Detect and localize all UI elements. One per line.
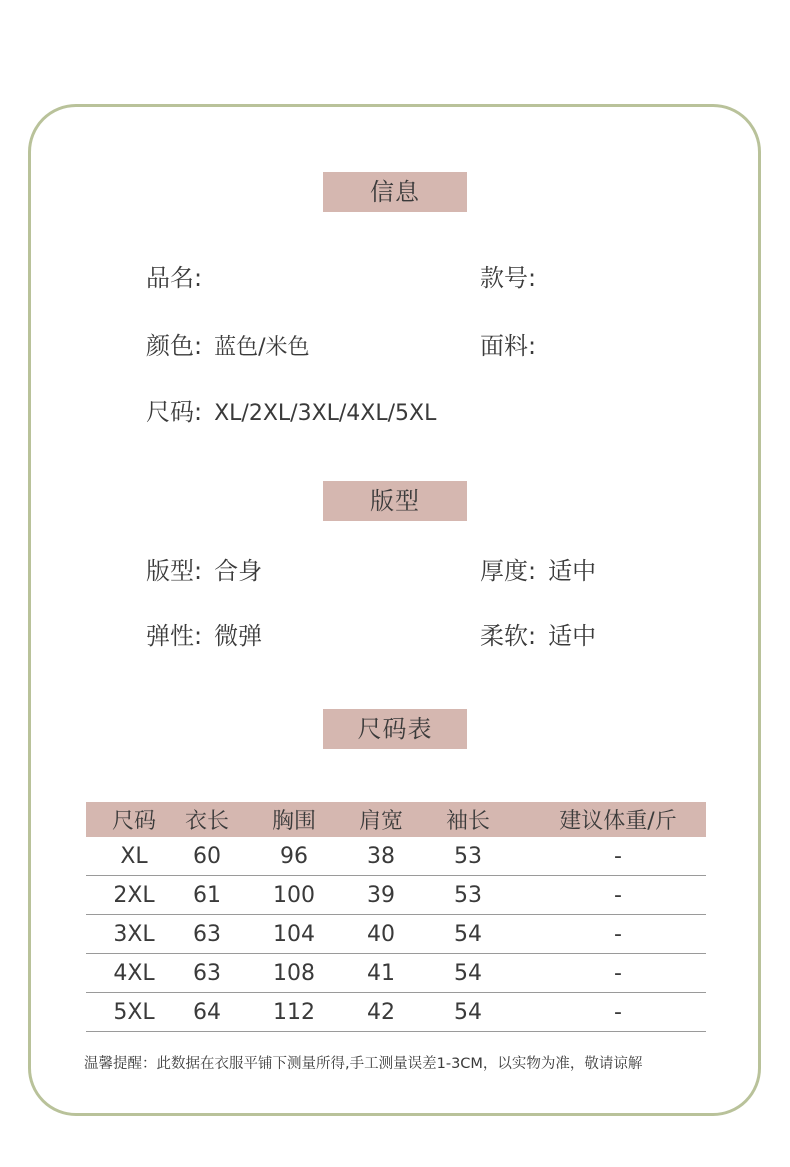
fabric-label: 面料: <box>480 332 537 360</box>
table-row <box>86 954 706 993</box>
cell-length: 63 <box>182 915 232 954</box>
table-row <box>86 993 706 1032</box>
product-name-field <box>146 258 214 293</box>
cell-weight: - <box>530 837 706 876</box>
cell-size: 2XL <box>86 876 182 915</box>
cell-weight: - <box>530 915 706 954</box>
header-chest: 胸围 <box>232 802 356 837</box>
elasticity-label: 弹性: <box>146 622 203 650</box>
cell-sleeve: 54 <box>406 954 530 993</box>
cell-chest: 96 <box>232 837 356 876</box>
cell-weight: - <box>530 954 706 993</box>
cell-sleeve: 53 <box>406 837 530 876</box>
cell-weight: - <box>530 993 706 1032</box>
size-table <box>86 802 706 1032</box>
cell-shoulder: 40 <box>356 915 406 954</box>
header-size: 尺码 <box>86 802 182 837</box>
elasticity-field <box>146 616 262 651</box>
table-row <box>86 876 706 915</box>
softness-label: 柔软: <box>480 622 537 650</box>
size-table-header-row <box>86 802 706 837</box>
header-weight: 建议体重/斤 <box>530 802 706 837</box>
elasticity-value: 微弹 <box>214 622 263 650</box>
cell-shoulder: 38 <box>356 837 406 876</box>
cell-size: 4XL <box>86 954 182 993</box>
info-section-title: 信息 <box>323 172 467 212</box>
softness-field <box>480 616 596 651</box>
fabric-field <box>480 326 548 361</box>
table-row <box>86 837 706 876</box>
thickness-value: 适中 <box>548 557 597 585</box>
product-name-label: 品名: <box>146 264 203 292</box>
fit-label: 版型: <box>146 557 203 585</box>
size-field <box>146 392 436 427</box>
size-label: 尺码: <box>146 398 203 426</box>
thickness-field <box>480 551 596 586</box>
header-length: 衣长 <box>182 802 232 837</box>
cell-length: 61 <box>182 876 232 915</box>
cell-weight: - <box>530 876 706 915</box>
cell-length: 60 <box>182 837 232 876</box>
fit-value: 合身 <box>214 557 263 585</box>
fit-field <box>146 551 262 586</box>
cell-sleeve: 53 <box>406 876 530 915</box>
header-sleeve: 袖长 <box>406 802 530 837</box>
thickness-label: 厚度: <box>480 557 537 585</box>
fit-section-title: 版型 <box>323 481 467 521</box>
cell-size: 5XL <box>86 993 182 1032</box>
color-label: 颜色: <box>146 332 203 360</box>
cell-shoulder: 41 <box>356 954 406 993</box>
cell-sleeve: 54 <box>406 993 530 1032</box>
cell-chest: 112 <box>232 993 356 1032</box>
softness-value: 适中 <box>548 622 597 650</box>
style-no-field <box>480 258 548 293</box>
cell-size: XL <box>86 837 182 876</box>
style-no-label: 款号: <box>480 264 537 292</box>
size-value: XL/2XL/3XL/4XL/5XL <box>214 401 437 426</box>
color-value: 蓝色/米色 <box>214 335 310 360</box>
cell-chest: 104 <box>232 915 356 954</box>
cell-shoulder: 42 <box>356 993 406 1032</box>
color-field <box>146 326 310 361</box>
cell-chest: 100 <box>232 876 356 915</box>
measurement-note: 温馨提醒：此数据在衣服平铺下测量所得,手工测量误差1-3CM，以实物为准，敬请谅解 <box>84 1056 643 1072</box>
cell-sleeve: 54 <box>406 915 530 954</box>
cell-chest: 108 <box>232 954 356 993</box>
cell-length: 64 <box>182 993 232 1032</box>
header-shoulder: 肩宽 <box>356 802 406 837</box>
size-chart-section-title: 尺码表 <box>323 709 467 749</box>
cell-length: 63 <box>182 954 232 993</box>
table-row <box>86 915 706 954</box>
cell-shoulder: 39 <box>356 876 406 915</box>
cell-size: 3XL <box>86 915 182 954</box>
